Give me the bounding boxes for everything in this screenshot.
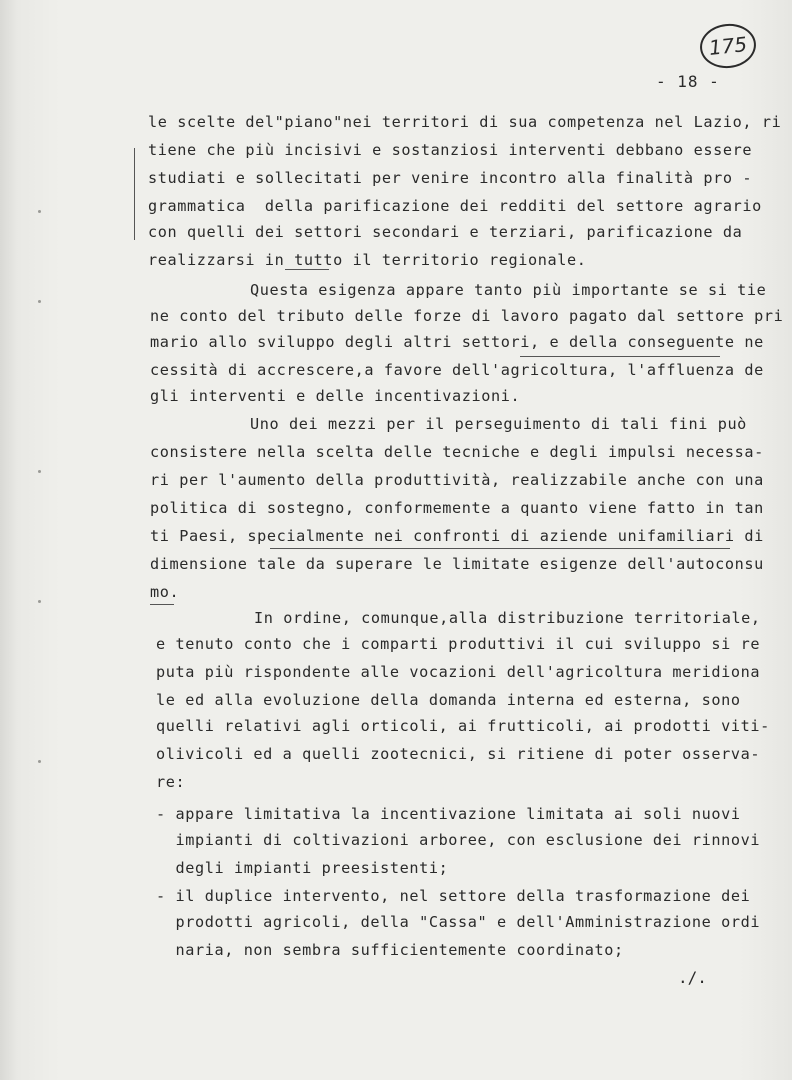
text-line: studiati e sollecitati per venire incontro alla finalità pro - bbox=[148, 169, 753, 187]
scan-dot bbox=[38, 760, 41, 763]
text-line: cessità di accrescere,a favore dell'agricoltura, l'affluenza de bbox=[150, 361, 764, 379]
text-line: olivicoli ed a quelli zootecnici, si ritiene di poter osserva- bbox=[156, 745, 761, 763]
list-item-continuation: degli impianti preesistenti; bbox=[156, 859, 449, 877]
underline-mark bbox=[520, 356, 720, 357]
text-line: mo. bbox=[150, 583, 180, 601]
list-item-continuation: naria, non sembra sufficientemente coordinato; bbox=[156, 941, 624, 959]
underline-mark bbox=[285, 269, 329, 270]
margin-annotation-line bbox=[134, 148, 135, 240]
text-line: realizzarsi in tutto il territorio regionale. bbox=[148, 251, 587, 269]
page-number: - 18 - bbox=[656, 72, 720, 91]
list-item-continuation: impianti di coltivazioni arboree, con esclusione dei rinnovi bbox=[156, 831, 761, 849]
scan-dot bbox=[38, 470, 41, 473]
text-line: gli interventi e delle incentivazioni. bbox=[150, 387, 521, 405]
text-line: dimensione tale da superare le limitate esigenze dell'autoconsu bbox=[150, 555, 764, 573]
text-line: tiene che più incisivi e sostanziosi interventi debbano essere bbox=[148, 141, 753, 159]
text-line: politica di sostegno, conformemente a quanto viene fatto in tan bbox=[150, 499, 764, 517]
text-line: ri per l'aumento della produttività, realizzabile anche con una bbox=[150, 471, 764, 489]
text-line: Uno dei mezzi per il perseguimento di tali fini può bbox=[250, 415, 747, 433]
text-line: mario allo sviluppo degli altri settori, e della conseguente ne bbox=[150, 333, 764, 351]
continuation-mark: ./. bbox=[678, 968, 707, 987]
text-line: quelli relativi agli orticoli, ai frutticoli, ai prodotti viti- bbox=[156, 717, 770, 735]
scan-dot bbox=[38, 210, 41, 213]
scan-dot bbox=[38, 600, 41, 603]
list-item: - il duplice intervento, nel settore della trasformazione dei bbox=[156, 887, 751, 905]
underline-mark bbox=[150, 604, 174, 605]
text-line: consistere nella scelta delle tecniche e degli impulsi necessa- bbox=[150, 443, 764, 461]
archive-stamp: 175 bbox=[698, 21, 758, 71]
text-line: e tenuto conto che i comparti produttivi il cui sviluppo si re bbox=[156, 635, 761, 653]
list-item: - appare limitativa la incentivazione limitata ai soli nuovi bbox=[156, 805, 741, 823]
text-line: puta più rispondente alle vocazioni dell'agricoltura meridiona bbox=[156, 663, 761, 681]
scan-dot bbox=[38, 300, 41, 303]
text-line: In ordine, comunque,alla distribuzione territoriale, bbox=[254, 609, 761, 627]
text-line: le ed alla evoluzione della domanda interna ed esterna, sono bbox=[156, 691, 741, 709]
text-line: grammatica della parificazione dei redditi del settore agrario bbox=[148, 197, 762, 215]
text-line: Questa esigenza appare tanto più importante se si tie bbox=[250, 281, 767, 299]
text-line: re: bbox=[156, 773, 186, 791]
text-line: le scelte del"piano"nei territori di sua competenza nel Lazio, ri bbox=[148, 113, 782, 131]
underline-mark bbox=[270, 548, 730, 549]
text-line: con quelli dei settori secondari e terziari, parificazione da bbox=[148, 223, 743, 241]
list-item-continuation: prodotti agricoli, della "Cassa" e dell'Amministrazione ordi bbox=[156, 913, 761, 931]
text-line: ne conto del tributo delle forze di lavoro pagato dal settore pri bbox=[150, 307, 784, 325]
text-line: ti Paesi, specialmente nei confronti di aziende unifamiliari di bbox=[150, 527, 764, 545]
